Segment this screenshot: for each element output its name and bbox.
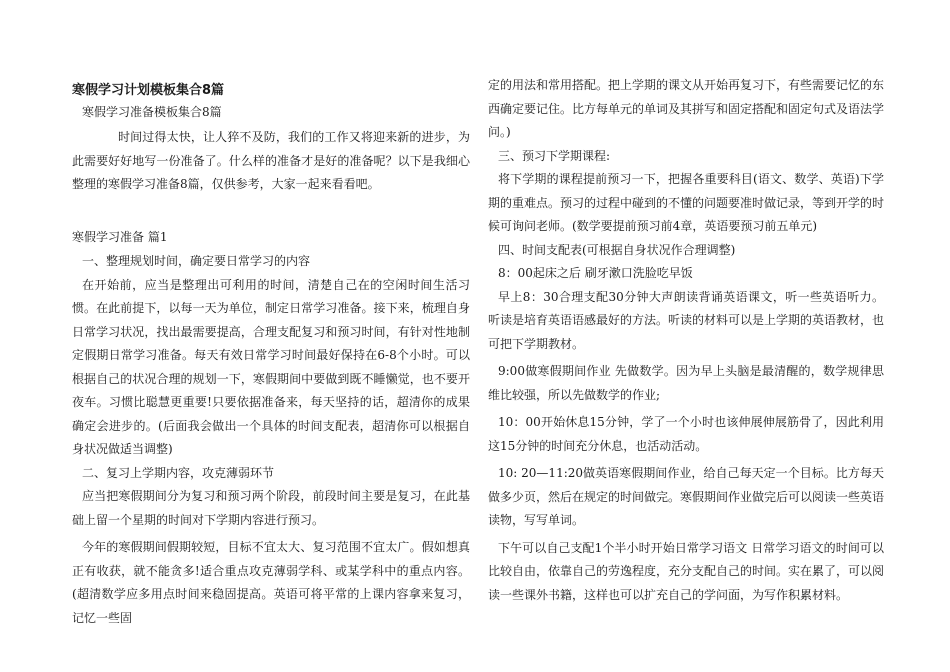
paragraph: 定的用法和常用搭配。把上学期的课文从开始再复习下，有些需要记忆的东西确定要记住。比方每单元的单词及其拼写和固定搭配和固定句式及语法学问。) <box>488 78 885 139</box>
right-column <box>488 74 884 607</box>
schedule-item: 早上8：30合理支配30分钟大声朗读背诵英语课文，听一些英语听力。听读是培育英语语感最好的方法。听读的材料可以是上学期的英语教材，也可把下学期教材。 <box>488 289 885 351</box>
schedule-item: 10: 20—11:20做英语寒假期间作业，给自己每天定一个目标。比方每天做多少页，然后在规定的时间做完。寒假期间作业做完后可以阅读一些英语读物，写写单词。 <box>488 466 885 527</box>
document-subtitle: 寒假学习准备模板集合8篇 <box>82 105 222 119</box>
paragraph: 将下学期的课程提前预习一下，把握各重要科目(语文、数学、英语)下学期的重难点。预习的过程中碰到的不懂的问题要准时做记录，等到开学的时候可询问老师。(数学要提前预习前4章，英语要预习前五单元) <box>488 172 885 233</box>
heading-4: 四、时间支配表(可根据自身状况作合理调整) <box>498 242 736 257</box>
section-heading: 寒假学习准备 篇1 <box>72 230 168 244</box>
intro-paragraph: 时间过得太快，让人猝不及防，我们的工作又将迎来新的进步，为此需要好好地写一份准备了。什么样的准备才是好的准备呢？以下是我细心整理的寒假学习准备8篇，仅供参考，大家一起来看看吧。 <box>72 130 470 191</box>
schedule-item: 9:00做寒假期间作业 先做数学。因为早上头脑是最清醒的，数学规律思维比较强，所以先做数学的作业; <box>488 364 884 402</box>
paragraph: 应当把寒假期间分为复习和预习两个阶段，前段时间主要是复习，在此基础上留一个星期的时间对下学期内容进行预习。 <box>72 489 470 527</box>
heading-3: 三、预习下学期课程: <box>498 148 611 163</box>
schedule-item: 8：00起床之后 刷牙漱口洗脸吃早饭 <box>498 266 693 280</box>
schedule-item: 10：00开始休息15分钟，学了一个小时也该伸展伸展筋骨了，因此利用这15分钟的时间充分休息，也活动活动。 <box>488 415 884 453</box>
paragraph: 在开始前，应当是整理出可利用的时间，清楚自己在的空闲时间生活习惯。在此前提下，以每一天为单位，制定日常学习准备。接下来，梳理自身日常学习状况，找出最需要提高，合理支配复习和预习时间，有针对性地制定假期日常学习准备。每天有效日常学习时间最好保持在6-8个小时。可以根据自己的状况合理的规划一下，寒假期间中要做到既不睡懒觉，也不要开夜车。习惯比聪慧更重要!只要依据准备来，每天坚持的话，超清你的成果确定会进步的。(后面我会做出一个具体的时间支配表，超清你可以根据自身状况做适当调整) <box>72 277 470 456</box>
left-column <box>72 250 470 630</box>
heading-1: 一、整理规划时间，确定要日常学习的内容 <box>82 254 311 268</box>
paragraph: 今年的寒假期间假期较短，目标不宜太大、复习范围不宜太广。假如想真正有收获，就不能贪多!适合重点攻克薄弱学科、或某学科中的重点内容。(超清数学应多用点时间来稳固提高。英语可将平常的上课内容拿来复习，记忆一些固 <box>72 540 470 625</box>
schedule-item: 下午可以自己支配1个半小时开始日常学习语文 日常学习语文的时间可以比较自由，依靠自己的劳逸程度，充分支配自己的时间。实在累了，可以阅读一些课外书籍，这样也可以扩充自己的学问面，为写作积累材料。 <box>488 540 885 602</box>
document-title: 寒假学习计划模板集合8篇 <box>72 83 225 98</box>
heading-2: 二、复习上学期内容，攻克薄弱环节 <box>82 465 275 480</box>
